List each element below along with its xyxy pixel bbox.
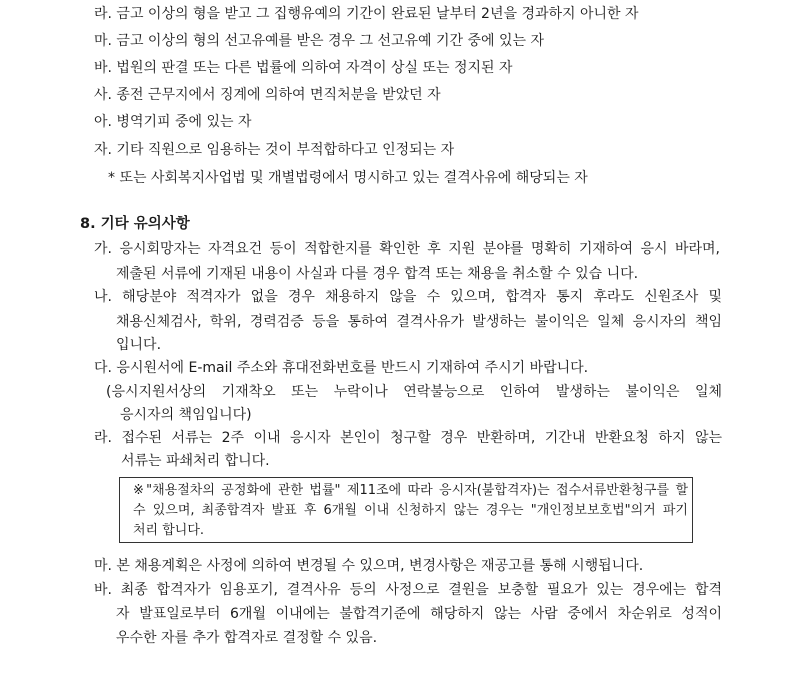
item-da-line1: 다. 응시원서에 E-mail 주소와 휴대전화번호를 반드시 기재하여 주시기 바랍니다.: [94, 360, 589, 376]
item-ba-line1: 바. 최종 합격자가 임용포기, 결격사유 등의 사정으로 결원을 보충할 필요가 있는 경우에는 합격: [94, 582, 722, 598]
list-item-ra: 라. 금고 이상의 형을 받고 그 집행유예의 기간이 완료된 날부터 2년을 경과하지 아니한 자: [94, 6, 639, 22]
item-ba-line2: 자 발표일로부터 6개월 이내에는 불합격기준에 해당하지 않는 사람 중에서 차순위로 성적이: [116, 606, 722, 622]
list-item-sa: 사. 종전 근무지에서 징계에 의하여 면직처분을 받았던 자: [94, 87, 441, 103]
item-ra-line2: 서류는 파쇄처리 합니다.: [121, 453, 270, 469]
item-na-line3: 입니다.: [116, 337, 162, 353]
item-da-paren-line1: (응시지원서상의 기재착오 또는 누락이나 연락불능으로 인하여 발생하는 불이익은 일체: [106, 384, 722, 400]
section-heading: 8. 기타 유의사항: [80, 216, 190, 232]
item-ma: 마. 본 채용계획은 사정에 의하여 변경될 수 있으며, 변경사항은 재공고를 통해 시행됩니다.: [94, 558, 644, 574]
notice-box: [119, 477, 693, 543]
item-ba-line3: 우수한 자를 추가 합격자로 결정할 수 있음.: [116, 630, 378, 646]
item-ra-line1: 라. 접수된 서류는 2주 이내 응시자 본인이 청구할 경우 반환하며, 기간내 반환요청 하지 않는: [94, 430, 722, 446]
item-ga-line2: 제출된 서류에 기재된 내용이 사실과 다를 경우 합격 또는 채용을 취소할 수 있습 니다.: [116, 266, 639, 282]
notice-line2: 수 있으며, 최종합격자 발표 후 6개월 이내 신청하지 않는 경우는 "개인정보보호법"의거 파기: [133, 503, 688, 518]
notice-line1: ※"채용절차의 공정화에 관한 법률" 제11조에 따라 응시자(불합격자)는 접수서류반환청구를 할: [133, 483, 688, 498]
list-item-ba: 바. 법원의 판결 또는 다른 법률에 의하여 자격이 상실 또는 정지된 자: [94, 60, 513, 76]
list-item-ma: 마. 금고 이상의 형의 선고유예를 받은 경우 그 선고유예 기간 중에 있는 자: [94, 33, 545, 49]
item-da-paren-line2: 응시자의 책임입니다): [120, 407, 252, 423]
item-na-line1: 나. 해당분야 적격자가 없을 경우 채용하지 않을 수 있으며, 합격자 통지 후라도 신원조사 및: [94, 289, 722, 305]
item-ga-line1: 가. 응시회망자는 자격요건 등이 적합한지를 확인한 후 지원 분야를 명확히 기재하여 응시 바라며,: [94, 241, 720, 257]
list-item-a: 아. 병역기피 중에 있는 자: [94, 114, 252, 130]
asterisk-note: * 또는 사회복지사업법 및 개별법령에서 명시하고 있는 결격사유에 해당되는 자: [108, 170, 588, 186]
notice-line3: 처리 합니다.: [133, 523, 205, 538]
list-item-ja: 자. 기타 직원으로 임용하는 것이 부적합하다고 인정되는 자: [94, 142, 455, 158]
item-na-line2: 채용신체검사, 학위, 경력검증 등을 통하여 결격사유가 발생하는 불이익은 일체 응시자의 책임: [116, 314, 722, 330]
